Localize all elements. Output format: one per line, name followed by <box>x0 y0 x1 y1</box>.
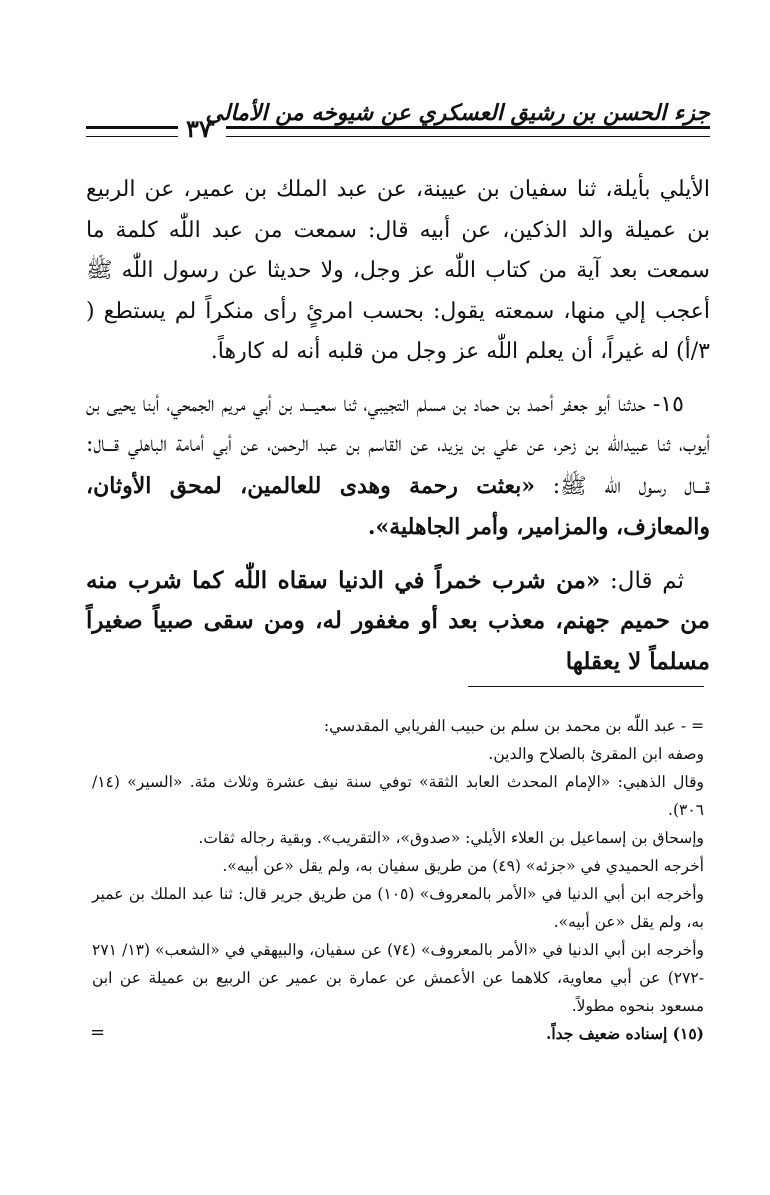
footnote-15: (١٥) إسناده ضعيف جداً. <box>545 1024 704 1043</box>
main-text <box>86 170 710 694</box>
header-rule-right <box>226 126 710 137</box>
footnote-line: وأخرجه ابن أبي الدنيا في «الأمر بالمعروف» (١٠٥) من طريق جرير قال: ثنا عبد الملك بن عمير به، ولم يقل «عن أبيه». <box>92 885 704 931</box>
footnote-line: وقال الذهبي: «الإمام المحدث العابد الثقة» توفي سنة نيف عشرة وثلاث مئة. «السير» (١٤/ ٣٠٦). <box>92 773 704 819</box>
hadith-continuation-paragraph <box>86 561 710 683</box>
footnote-line: أخرجه الحميدي في «جزئه» (٤٩) من طريق سفيان به، ولم يقل «عن أبيه». <box>222 857 704 875</box>
running-title: جزء الحسن بن رشيق العسكري عن شيوخه من الأمالي <box>205 100 710 126</box>
footnote-line: = - عبد اللّٰه بن محمد بن سلم بن حبيب الفريابي المقدسي: <box>323 717 704 735</box>
page-header <box>86 96 710 146</box>
footnote-line: وأخرجه ابن أبي الدنيا في «الأمر بالمعروف» (٧٤) عن سفيان، والبيهقي في «الشعب» (١٣/ ٢٧١ -٢٧٢) عن أبي معاوية، كلاهما عن الأعمش عن عمارة بن عمير عن الربيع بن عميلة عن ابن مسعود بنحوه مطولاً. <box>92 941 704 1015</box>
page-number: ٣٧ <box>186 114 212 143</box>
hadith-15-paragraph <box>86 385 710 549</box>
continuation-mark: = <box>90 1022 106 1043</box>
header-rule-left <box>86 126 178 137</box>
hadith-15-matn: «بعثت رحمة وهدى للعالمين، لمحق الأوثان، والمعازف، والمزامير، وأمر الجاهلية». <box>86 472 710 540</box>
footnotes <box>92 712 704 1048</box>
continuation-intro: ثم قال: <box>600 567 684 594</box>
continuation-quote: «من شرب خمراً في الدنيا سقاه اللّٰه كما شرب منه من حميم جهنم، معذب بعد أو مغفور له، ومن سقى صبياً صغيراً مسلماً لا يعقلها <box>86 566 710 675</box>
paragraph-continuation: الأيلي بأيلة، ثنا سفيان بن عيينة، عن عبد الملك بن عمير، عن الربيع بن عميلة والد الذكين، عن أبيه قال: سمعت من عبد اللّٰه كلمة ما سمعت بعد آية من كتاب اللّٰه عز وجل، ولا حديثا عن رسول اللّٰه ﷺ أعجب إلي منها، سمعته يقول: بحسب امرئٍ رأى منكراً لم يستطع ( ٣/أ) له غيراً، أن يعلم اللّٰه عز وجل من قلبه أنه له كارهاً. <box>86 177 710 364</box>
footnote-line: وصفه ابن المقرئ بالصلاح والدين. <box>488 745 704 763</box>
footnote-line: وإسحاق بن إسماعيل بن العلاء الأيلي: «صدوق»، «التقريب». وبقية رجاله ثقات. <box>198 829 704 847</box>
footnote-separator <box>468 686 704 687</box>
hadith-15-isnad: ١٥- حدثنا أبو جعفر أحمد بن حماد بن مسلم التجيبي، ثنا سعيـــد بن أبي مريم الجمحي، أبنا يحيى بن أيوب، ثنا عبيداللّٰه بن زحر، عن علي بن يزيد، عن القاسم بن عبد الرحمن، عن أبي أمامة الباهلي قـــال: قـــال رسول اللّٰه ﷺ: <box>86 391 711 499</box>
